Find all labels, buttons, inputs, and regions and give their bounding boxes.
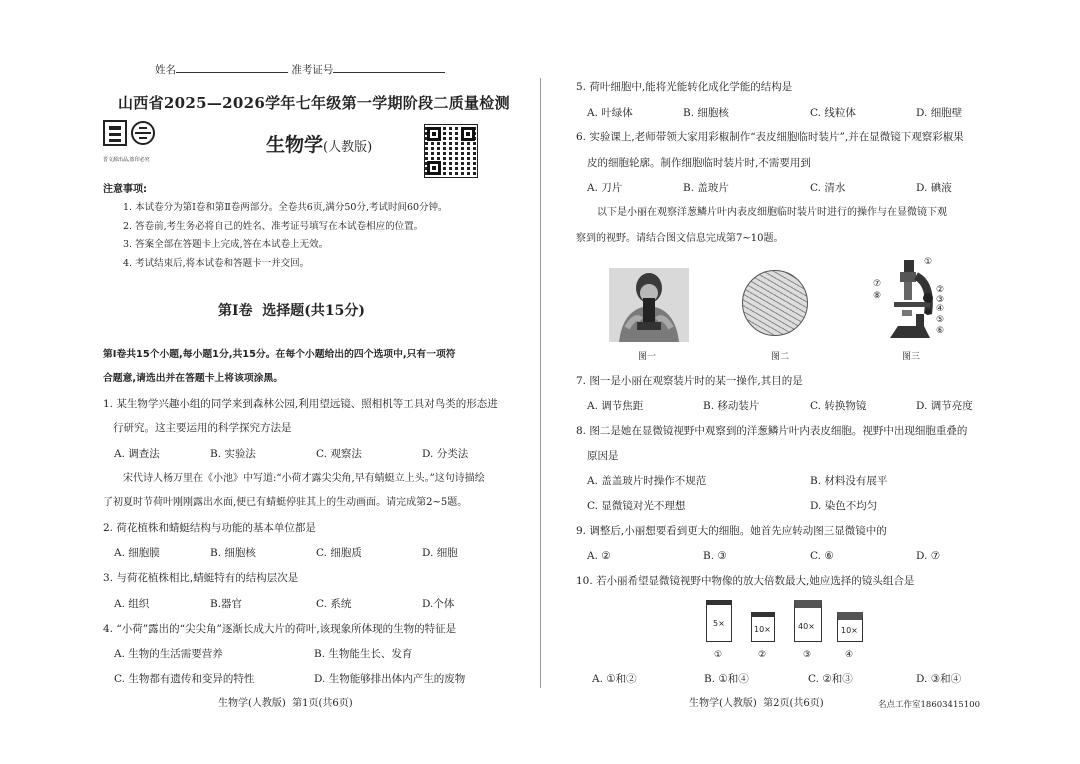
option: C. 转换物镜 (810, 400, 867, 412)
option: D. ③和④ (916, 673, 962, 685)
option: C. 系统 (316, 598, 352, 610)
lens-number: ③ (803, 650, 812, 660)
option: D. 细胞壁 (916, 107, 963, 119)
option: B. 细胞核 (683, 107, 729, 119)
option: A. 调查法 (114, 448, 160, 460)
option: D. 分类法 (422, 448, 469, 460)
notice-item: 2. 答卷前,考生务必将自己的姓名、准考证号填写在本试卷相应的位置。 (123, 221, 424, 232)
lens-objective-4: 10× (837, 612, 863, 642)
micro-label: ⑥ (936, 326, 945, 336)
exam-title: 山西省2025—2026学年七年级第一学期阶段二质量检测 (118, 94, 510, 112)
figure-cell-view (742, 270, 808, 336)
option: D. 调节亮度 (916, 400, 973, 412)
option: B. 实验法 (210, 448, 256, 460)
figure-student-microscope (609, 268, 689, 342)
options-q3 (114, 597, 454, 611)
option: A. ①和② (592, 673, 637, 685)
lens-eyepiece-2: 10× (751, 612, 775, 642)
option: B. ①和④ (704, 673, 749, 685)
option: B. 盖玻片 (683, 182, 729, 194)
option: C. 线粒体 (810, 107, 856, 119)
name-field: 姓名 准考证号 (155, 63, 445, 77)
lens-eyepiece-1: 5× (706, 600, 732, 642)
option: B.器官 (210, 598, 243, 610)
option: B. 移动装片 (703, 400, 760, 412)
question-10: 10. 若小丽希望显微镜视野中物像的放大倍数最大,她应选择的镜头组合是 (576, 575, 915, 587)
logo-caption: 晋文源出品,盗印必究 (103, 157, 150, 163)
question-8: 原因是 (587, 450, 619, 462)
option: A. 组织 (114, 598, 150, 610)
question-9: 9. 调整后,小丽想要看到更大的细胞。她首先应转动图三显微镜中的 (576, 525, 887, 537)
part1-instruction: 第Ⅰ卷共15个小题,每小题1分,共15分。在每个小题给出的四个选项中,只有一项符 (103, 349, 456, 360)
notice-title: 注意事项: (103, 184, 147, 195)
micro-label: ③ (936, 295, 945, 305)
options-q5 (587, 106, 962, 120)
lens-number: ① (714, 650, 723, 660)
option: D. 细胞 (422, 547, 458, 559)
question-6: 6. 实验课上,老师带领大家用彩椒制作“表皮细胞临时装片”,并在显微镜下观察彩椒果 (576, 131, 964, 143)
option: A. 叶绿体 (587, 107, 633, 119)
poem-intro: 了初夏时节荷叶刚刚露出水面,便已有蜻蜓停驻其上的生动画面。请完成第2~5题。 (103, 497, 468, 508)
part1-instruction: 合题意,请选出并在答题卡上将该项涂黑。 (103, 373, 284, 384)
poem-intro: 宋代诗人杨万里在《小池》中写道:“小荷才露尖尖角,早有蜻蜓立上头。”这句诗描绘 (123, 473, 485, 484)
options-q7 (587, 399, 973, 413)
options-q10 (592, 672, 961, 686)
options-q9 (587, 549, 940, 563)
option: A. 盖盖玻片时操作不规范 (587, 475, 707, 487)
option: C. ②和③ (808, 673, 853, 685)
question-6: 皮的细胞轮廓。制作细胞临时装片时,不需要用到 (587, 157, 811, 169)
micro-label: ① (924, 257, 933, 267)
lens-number: ④ (845, 650, 854, 660)
options-q6 (587, 181, 952, 195)
question-2: 2. 荷花植株和蜻蜓结构与功能的基本单位都是 (103, 522, 316, 534)
micro-label: ⑦ (873, 279, 882, 289)
part1-title: 第Ⅰ卷 选择题(共15分) (218, 303, 366, 319)
figure-intro: 以下是小丽在观察洋葱鳞片叶内表皮细胞临时装片时进行的操作与在显微镜下观 (597, 207, 947, 218)
option: D. 染色不均匀 (810, 500, 878, 512)
micro-label: ④ (936, 304, 945, 314)
subject-title: 生物学(人教版) (266, 134, 373, 156)
lens-objective-3: 40× (794, 600, 822, 642)
page-footer: 生物学(人教版) 第1页(共6页) (218, 698, 353, 709)
figure-caption: 图一 (638, 352, 657, 362)
option: A. 刀片 (587, 182, 623, 194)
options-q8 (587, 474, 887, 488)
question-4: 4. “小荷”露出的“尖尖角”逐渐长成大片的荷叶,该现象所体现的生物的特征是 (103, 623, 457, 635)
studio-mark: 名点工作室18603415100 (878, 700, 980, 710)
question-1: 行研究。这主要运用的科学探究方法是 (113, 422, 292, 434)
option: C. 清水 (810, 182, 846, 194)
question-3: 3. 与荷花植株相比,蜻蜓特有的结构层次是 (103, 572, 299, 584)
figure-intro: 察到的视野。请结合图文信息完成第7~10题。 (576, 233, 784, 244)
question-7: 7. 图一是小丽在观察装片时的某一操作,其目的是 (576, 375, 803, 387)
option: D. 生物能够排出体内产生的废物 (314, 673, 466, 685)
figure-caption: 图二 (771, 352, 790, 362)
option: B. 材料没有展平 (810, 475, 888, 487)
option: C. 观察法 (316, 448, 362, 460)
notice-item: 4. 考试结束后,将本试卷和答题卡一并交回。 (123, 258, 310, 269)
qr-code (424, 124, 478, 178)
option: B. 细胞核 (210, 547, 256, 559)
options-q4 (114, 672, 465, 686)
option: A. 生物的生活需要营养 (114, 648, 223, 660)
option: B. 生物能生长、发育 (314, 648, 413, 660)
question-5: 5. 荷叶细胞中,能将光能转化成化学能的结构是 (576, 81, 793, 93)
option: C. 显微镜对光不理想 (587, 500, 686, 512)
option: B. ③ (703, 550, 727, 562)
options-q1 (114, 447, 468, 461)
option: D. 碘液 (916, 182, 952, 194)
micro-label: ⑤ (936, 315, 945, 325)
options-q2 (114, 546, 458, 560)
option: C. 生物都有遗传和变异的特性 (114, 673, 255, 685)
micro-label: ② (936, 285, 945, 295)
figure-caption: 图三 (902, 352, 921, 362)
option: D.个体 (422, 598, 455, 610)
option: A. ② (587, 550, 611, 562)
option: D. ⑦ (916, 550, 941, 562)
option: C. ⑥ (810, 550, 834, 562)
option: C. 细胞质 (316, 547, 362, 559)
options-q8 (587, 499, 877, 513)
notice-item: 3. 答案全部在答题卡上完成,答在本试卷上无效。 (123, 239, 329, 250)
publisher-logo (103, 120, 159, 158)
option: A. 细胞膜 (114, 547, 160, 559)
page-divider (540, 78, 541, 688)
question-1: 1. 某生物学兴趣小组的同学来到森林公园,利用望远镜、照相机等工具对鸟类的形态进 (103, 398, 498, 410)
lens-number: ② (758, 650, 767, 660)
options-q4 (114, 647, 412, 661)
notice-item: 1. 本试卷分为第Ⅰ卷和第Ⅱ卷两部分。全卷共6页,满分50分,考试时间60分钟。 (123, 202, 448, 213)
question-8: 8. 图二是她在显微镜视野中观察到的洋葱鳞片叶内表皮细胞。视野中出现细胞重叠的 (576, 425, 968, 437)
page-footer: 生物学(人教版) 第2页(共6页) (689, 698, 824, 709)
option: A. 调节焦距 (587, 400, 644, 412)
micro-label: ⑧ (873, 291, 882, 301)
